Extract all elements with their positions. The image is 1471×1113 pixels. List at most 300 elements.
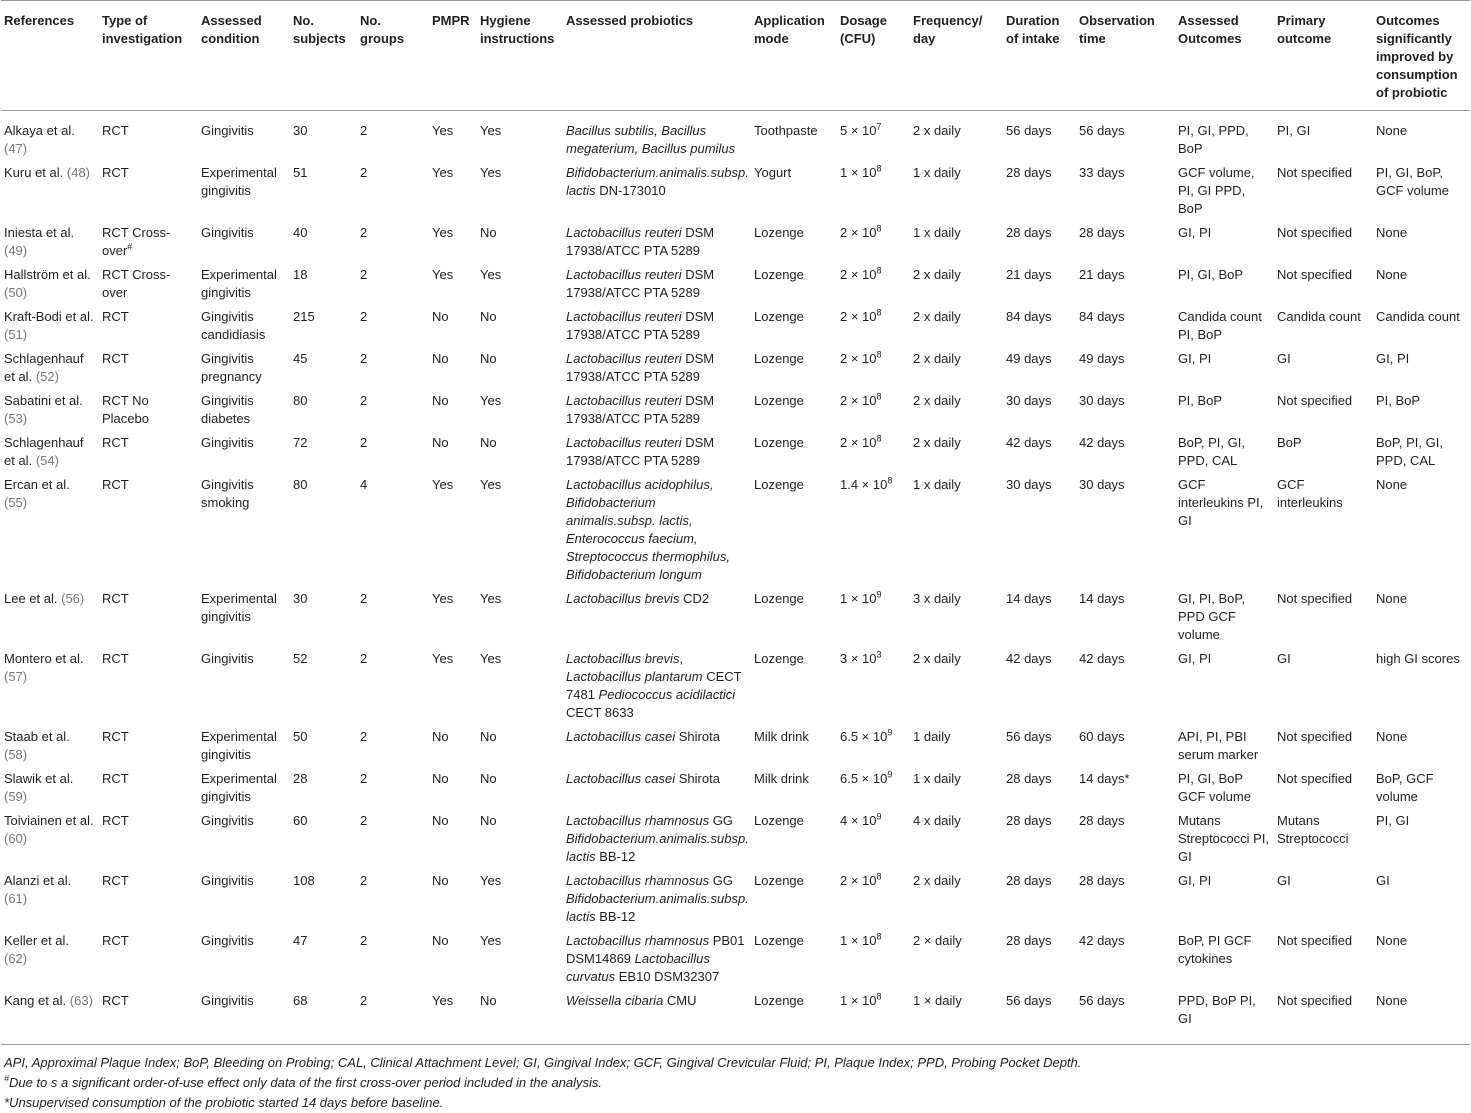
investigation-type: RCT <box>102 651 129 666</box>
reference-cell <box>1 930 99 990</box>
dosage-cell <box>837 870 910 930</box>
primary-outcome: GI <box>1277 651 1291 666</box>
primary-outcome: Not specified <box>1274 990 1373 1045</box>
duration-of-intake: 84 days <box>1006 309 1052 324</box>
table-row <box>1 432 1470 474</box>
probiotic-species-name: Lactobacillus rhamnosus <box>566 933 710 948</box>
frequency-per-day: 2 x daily <box>913 651 961 666</box>
reference-number: (47) <box>4 141 28 156</box>
dosage-coefficient: 6.5 × 10 <box>840 729 888 744</box>
investigation-type: RCT <box>102 933 129 948</box>
assessed-condition: Gingivitis diabetes <box>201 393 254 426</box>
dosage-cell <box>837 348 910 390</box>
assessed-condition: Gingivitis candidiasis <box>201 309 266 342</box>
primary-outcome: Mutans Streptococci <box>1277 813 1349 846</box>
reference-author: Keller et al. <box>4 933 70 948</box>
groups-count: 2 <box>360 435 368 450</box>
probiotic-species-name: Lactobacillus curvatus <box>566 951 710 984</box>
assessed-outcomes: Mutans Streptococci PI, GI <box>1178 813 1270 864</box>
probiotic-species-name: Lactobacillus brevis <box>566 591 680 606</box>
subjects-count: 51 <box>293 165 308 180</box>
probiotic-species-name: Lactobacillus reuteri <box>566 351 682 366</box>
subjects-count: 30 <box>293 123 308 138</box>
column-header: Assessed condition <box>198 1 290 111</box>
dosage-coefficient: 4 × 10 <box>840 813 877 828</box>
reference-number: (60) <box>4 831 28 846</box>
frequency-per-day: 1 x daily <box>913 477 961 492</box>
application-mode: Lozenge <box>754 309 804 324</box>
probiotic-species-name: Lactobacillus plantarum <box>566 669 703 684</box>
reference-cell <box>1 432 99 474</box>
reference-number: (54) <box>35 453 59 468</box>
observation-time: 60 days <box>1079 729 1125 744</box>
dosage-cell <box>837 588 910 648</box>
table-row <box>1 810 1470 870</box>
column-header: Hygiene instructions <box>477 1 563 111</box>
primary-outcome: Not specified <box>1277 225 1353 240</box>
dosage-cell <box>837 432 910 474</box>
probiotic-species-name: Weissella cibaria <box>566 993 664 1008</box>
frequency-per-day: 1 x daily <box>913 225 961 240</box>
dosage-exponent: 8 <box>876 223 882 234</box>
frequency-per-day: 1 daily <box>913 729 951 744</box>
duration-of-intake: 28 days <box>1006 771 1052 786</box>
assessed-outcomes: GI, PI <box>1178 873 1212 888</box>
dosage-exponent: 9 <box>876 811 882 822</box>
probiotic-strain-text: DSM 17938/ATCC PTA 5289 <box>566 267 715 300</box>
application-mode: Lozenge <box>754 225 804 240</box>
frequency-per-day: 2 x daily <box>913 873 961 888</box>
dosage-exponent: 8 <box>876 265 882 276</box>
probiotic-strain-text: DSM 17938/ATCC PTA 5289 <box>566 309 715 342</box>
table-row <box>1 390 1470 432</box>
pmpr-value: Yes <box>432 165 454 180</box>
assessed-probiotics-cell <box>563 264 751 306</box>
assessed-condition: Gingivitis <box>201 123 254 138</box>
probiotic-strain-text: DSM 17938/ATCC PTA 5289 <box>566 225 715 258</box>
reference-number: (59) <box>4 789 28 804</box>
assessed-probiotics-cell <box>563 726 751 768</box>
dosage-coefficient: 1 × 10 <box>840 933 877 948</box>
assessed-condition: Gingivitis <box>201 933 254 948</box>
probiotic-species-name: Lactobacillus reuteri <box>566 267 682 282</box>
dosage-cell <box>837 162 910 222</box>
reference-cell <box>1 222 99 264</box>
probiotic-strain-text: CECT 8633 <box>566 705 634 720</box>
assessed-probiotics-cell <box>563 222 751 264</box>
pmpr-value: Yes <box>429 990 477 1045</box>
significantly-improved-outcomes: None <box>1376 477 1408 492</box>
significantly-improved-outcomes: None <box>1376 729 1408 744</box>
hygiene-instructions-value: No <box>480 225 497 240</box>
probiotic-species-name: Lactobacillus reuteri <box>566 393 682 408</box>
table-row <box>1 162 1470 222</box>
assessed-probiotics-cell <box>563 390 751 432</box>
table-row <box>1 648 1470 726</box>
hygiene-instructions-value: Yes <box>480 873 502 888</box>
significantly-improved-outcomes: None <box>1376 933 1408 948</box>
assessed-probiotics-cell <box>563 810 751 870</box>
probiotic-species-name: Bifidobacterium.animalis.subsp. lactis <box>566 831 749 864</box>
reference-cell <box>1 990 99 1045</box>
assessed-condition: Gingivitis <box>201 225 254 240</box>
significantly-improved-outcomes: PI, GI <box>1376 813 1410 828</box>
pmpr-value: Yes <box>432 123 454 138</box>
primary-outcome: Candida count <box>1277 309 1361 324</box>
groups-count: 2 <box>360 393 368 408</box>
dosage-coefficient: 1 × 10 <box>840 591 877 606</box>
investigation-type-cell <box>99 390 198 432</box>
dosage-coefficient: 1 × 10 <box>840 165 877 180</box>
probiotic-species-name: Lactobacillus reuteri <box>566 309 682 324</box>
column-header: Assessed Outcomes <box>1175 1 1274 111</box>
primary-outcome: Not specified <box>1277 267 1353 282</box>
investigation-type-cell <box>99 870 198 930</box>
duration-of-intake: 28 days <box>1006 165 1052 180</box>
dosage-cell <box>837 930 910 990</box>
investigation-type-cell <box>99 768 198 810</box>
assessed-outcomes: PI, GI, BoP GCF volume <box>1178 771 1251 804</box>
subjects-count: 72 <box>293 435 308 450</box>
dosage-exponent: 8 <box>876 931 882 942</box>
significantly-improved-outcomes: high GI scores <box>1376 651 1460 666</box>
duration-of-intake: 56 days <box>1006 123 1052 138</box>
significantly-improved-outcomes: PI, BoP <box>1376 393 1421 408</box>
reference-cell <box>1 348 99 390</box>
investigation-type-cell <box>99 111 198 163</box>
reference-number: (62) <box>4 951 28 966</box>
assessed-probiotics-cell <box>563 588 751 648</box>
dosage-cell <box>837 768 910 810</box>
groups-count: 4 <box>360 477 368 492</box>
reference-cell <box>1 810 99 870</box>
investigation-type: RCT <box>102 591 129 606</box>
application-mode: Lozenge <box>754 591 804 606</box>
pmpr-value: No <box>432 771 449 786</box>
hygiene-instructions-value: No <box>480 729 497 744</box>
reference-cell <box>1 768 99 810</box>
subjects-count: 108 <box>293 873 315 888</box>
probiotic-strain-text: GG <box>709 873 733 888</box>
assessed-outcomes: GCF volume, PI, GI PPD, BoP <box>1178 165 1255 216</box>
probiotic-strain-text: DSM 17938/ATCC PTA 5289 <box>566 393 715 426</box>
duration-of-intake: 14 days <box>1006 591 1052 606</box>
frequency-per-day: 2 x daily <box>913 351 961 366</box>
application-mode: Lozenge <box>754 873 804 888</box>
groups-count: 2 <box>360 351 368 366</box>
assessed-probiotics-cell <box>563 111 751 163</box>
assessed-condition: Gingivitis <box>201 813 254 828</box>
investigation-type-cell <box>99 348 198 390</box>
reference-author: Montero et al. <box>4 651 84 666</box>
hygiene-instructions-value: No <box>480 351 497 366</box>
dosage-exponent: 8 <box>876 391 882 402</box>
reference-author: Kraft-Bodi et al. <box>4 309 94 324</box>
table-row <box>1 930 1470 990</box>
probiotic-species-name: Lactobacillus brevis <box>566 651 680 666</box>
investigation-type-cell <box>99 306 198 348</box>
dosage-exponent: 8 <box>876 871 882 882</box>
assessed-condition: Experimental gingivitis <box>201 591 277 624</box>
subjects-count: 45 <box>293 351 308 366</box>
reference-number: (50) <box>4 285 28 300</box>
dosage-coefficient: 1.4 × 10 <box>840 477 888 492</box>
probiotic-strain-text: CECT 7481 <box>566 669 742 702</box>
pmpr-value: Yes <box>432 267 454 282</box>
probiotic-strain-text: EB10 DSM32307 <box>615 969 720 984</box>
assessed-probiotics-cell <box>563 990 751 1045</box>
dosage-exponent: 8 <box>876 163 882 174</box>
observation-time: 84 days <box>1079 309 1125 324</box>
reference-author: Kang et al. <box>4 993 67 1008</box>
primary-outcome: Not specified <box>1277 933 1353 948</box>
pmpr-value: No <box>432 351 449 366</box>
assessed-condition: Gingivitis <box>198 990 290 1045</box>
duration-of-intake: 21 days <box>1006 267 1052 282</box>
dosage-exponent: 8 <box>876 991 882 1002</box>
reference-number: (48) <box>66 165 91 180</box>
probiotic-strain-text: DSM 17938/ATCC PTA 5289 <box>566 435 715 468</box>
probiotic-strain-text: , <box>679 651 684 666</box>
assessed-outcomes: GI, PI, BoP, PPD GCF volume <box>1178 591 1245 642</box>
reference-cell <box>1 870 99 930</box>
reference-author: Slawik et al. <box>4 771 74 786</box>
column-header: Application mode <box>751 1 837 111</box>
reference-author: Kuru et al. <box>4 165 64 180</box>
assessed-probiotics-cell <box>563 870 751 930</box>
dosage-coefficient: 2 × 10 <box>840 435 877 450</box>
investigation-type: RCT Cross-over <box>102 267 171 300</box>
investigation-type-cell <box>99 474 198 588</box>
assessed-outcomes: BoP, PI GCF cytokines <box>1178 933 1252 966</box>
investigation-type-cell <box>99 222 198 264</box>
dosage-cell <box>837 390 910 432</box>
subjects-count: 50 <box>293 729 308 744</box>
assessed-outcomes: Candida count PI, BoP <box>1178 309 1262 342</box>
column-header: Assessed probiotics <box>563 1 751 111</box>
application-mode: Lozenge <box>754 477 804 492</box>
reference-cell <box>1 306 99 348</box>
table-row <box>1 726 1470 768</box>
reference-cell <box>1 648 99 726</box>
dosage-exponent: 7 <box>876 121 882 132</box>
groups-count: 2 <box>360 225 368 240</box>
table-row <box>1 768 1470 810</box>
probiotic-strain-text: CMU <box>663 993 697 1008</box>
hash-mark: # <box>4 1073 10 1084</box>
probiotic-strain-text: GG <box>709 813 733 828</box>
dosage-cell <box>837 990 910 1045</box>
pmpr-value: No <box>432 435 449 450</box>
dosage-coefficient: 2 × 10 <box>840 309 877 324</box>
significantly-improved-outcomes: BoP, PI, GI, PPD, CAL <box>1376 435 1443 468</box>
column-header: No. subjects <box>290 1 357 111</box>
significantly-improved-outcomes: BoP, GCF volume <box>1376 771 1434 804</box>
subjects-count: 30 <box>293 591 308 606</box>
reference-author: Ercan et al. <box>4 477 70 492</box>
assessed-outcomes: PI, GI, BoP <box>1178 267 1244 282</box>
column-header: Observation time <box>1076 1 1175 111</box>
dosage-exponent: 8 <box>876 433 882 444</box>
dosage-exponent: 8 <box>887 475 893 486</box>
subjects-count: 47 <box>293 933 308 948</box>
groups-count: 2 <box>360 165 368 180</box>
pmpr-value: No <box>432 729 449 744</box>
assessed-outcomes: GI, PI <box>1178 651 1212 666</box>
dosage-exponent: 8 <box>876 307 882 318</box>
dosage-cell <box>837 474 910 588</box>
probiotic-species-name: Lactobacillus casei <box>566 771 676 786</box>
hygiene-instructions-value: Yes <box>480 165 502 180</box>
observation-time: 30 days <box>1079 477 1125 492</box>
duration-of-intake: 49 days <box>1006 351 1052 366</box>
assessed-outcomes: GI, PI <box>1178 351 1212 366</box>
significantly-improved-outcomes: None <box>1376 225 1408 240</box>
assessed-probiotics-cell <box>563 432 751 474</box>
table-body <box>1 111 1470 1045</box>
groups-count: 2 <box>357 990 429 1045</box>
primary-outcome: Not specified <box>1277 591 1353 606</box>
frequency-per-day: 1 x daily <box>913 165 961 180</box>
probiotic-strain-text: BB-12 <box>595 909 636 924</box>
assessed-condition: Experimental gingivitis <box>201 729 277 762</box>
assessed-outcomes: API, PI, PBI serum marker <box>1178 729 1259 762</box>
observation-time: 14 days <box>1079 591 1125 606</box>
hygiene-instructions-value: Yes <box>480 651 502 666</box>
reference-cell <box>1 726 99 768</box>
investigation-type: RCT No Placebo <box>102 393 149 426</box>
frequency-per-day: 1 × daily <box>910 990 1003 1045</box>
dosage-exponent: 9 <box>876 589 882 600</box>
subjects-count: 215 <box>293 309 315 324</box>
table-row <box>1 588 1470 648</box>
investigation-type-cell <box>99 588 198 648</box>
reference-cell <box>1 264 99 306</box>
investigation-type: RCT <box>102 993 129 1008</box>
primary-outcome: GI <box>1277 351 1291 366</box>
investigation-type: RCT <box>102 729 129 744</box>
table-row <box>1 264 1470 306</box>
reference-author: Hallström et al. <box>4 267 91 282</box>
investigation-type-footnote-mark: # <box>127 241 133 252</box>
significantly-improved-outcomes: GI, PI <box>1376 351 1410 366</box>
investigation-type-cell <box>99 990 198 1045</box>
assessed-condition: Gingivitis <box>201 873 254 888</box>
investigation-type-cell <box>99 648 198 726</box>
investigation-type-cell <box>99 930 198 990</box>
groups-count: 2 <box>360 591 368 606</box>
pmpr-value: Yes <box>432 591 454 606</box>
probiotic-species-name: Lactobacillus acidophilus, Bifidobacterium animalis.subsp. lactis, Enterococcus faecium, Streptococcus thermophilus, Bifidobacterium longum <box>566 477 731 582</box>
frequency-per-day: 2 x daily <box>913 393 961 408</box>
subjects-count: 80 <box>293 477 308 492</box>
observation-time: 21 days <box>1079 267 1125 282</box>
hygiene-instructions-value: Yes <box>480 591 502 606</box>
column-header: No. groups <box>357 1 429 111</box>
frequency-per-day: 2 x daily <box>913 123 961 138</box>
investigation-type: RCT <box>102 477 129 492</box>
assessed-condition: Experimental gingivitis <box>201 771 277 804</box>
significantly-improved-outcomes: None <box>1376 591 1408 606</box>
table-row <box>1 990 1470 1045</box>
application-mode: Milk drink <box>754 729 809 744</box>
duration-of-intake: 28 days <box>1006 813 1052 828</box>
investigation-type-cell <box>99 810 198 870</box>
dosage-coefficient: 2 × 10 <box>840 351 877 366</box>
application-mode: Lozenge <box>751 990 837 1045</box>
investigation-type: RCT <box>102 309 129 324</box>
reference-cell <box>1 162 99 222</box>
dosage-coefficient: 1 × 10 <box>840 993 877 1008</box>
duration-of-intake: 42 days <box>1006 651 1052 666</box>
probiotic-strain-text: CD2 <box>679 591 710 606</box>
assessed-probiotics-cell <box>563 162 751 222</box>
probiotic-strain-text: Shirota <box>675 729 720 744</box>
reference-author: Staab et al. <box>4 729 70 744</box>
pmpr-value: No <box>432 873 449 888</box>
table-row <box>1 306 1470 348</box>
footnote-hash-text: Due to s a significant order-of-use effect only data of the first cross-over period included in the analysis. <box>9 1075 603 1090</box>
investigation-type-cell <box>99 264 198 306</box>
studies-table <box>1 0 1470 1045</box>
hygiene-instructions-value: No <box>480 309 497 324</box>
frequency-per-day: 2 x daily <box>913 309 961 324</box>
reference-author: Schlagenhauf et al. <box>4 435 84 468</box>
investigation-type-cell <box>99 726 198 768</box>
column-header: Dosage (CFU) <box>837 1 910 111</box>
dosage-exponent: 3 <box>876 649 882 660</box>
observation-time: 28 days <box>1079 225 1125 240</box>
investigation-type-cell <box>99 432 198 474</box>
groups-count: 2 <box>360 771 368 786</box>
investigation-type: RCT <box>102 165 129 180</box>
frequency-per-day: 2 × daily <box>913 933 962 948</box>
investigation-type: RCT <box>102 771 129 786</box>
reference-author: Alkaya et al. <box>4 123 75 138</box>
duration-of-intake: 56 days <box>1003 990 1076 1045</box>
investigation-type: RCT Cross-over <box>102 225 171 258</box>
probiotic-species-name: Bifidobacterium.animalis.subsp. lactis <box>566 891 749 924</box>
pmpr-value: No <box>432 309 449 324</box>
pmpr-value: No <box>432 933 449 948</box>
investigation-type: RCT <box>102 873 129 888</box>
primary-outcome: Not specified <box>1277 393 1353 408</box>
primary-outcome: GCF interleukins <box>1277 477 1343 510</box>
dosage-coefficient: 2 × 10 <box>840 225 877 240</box>
application-mode: Lozenge <box>754 933 804 948</box>
primary-outcome: BoP <box>1277 435 1302 450</box>
pmpr-value: Yes <box>432 225 454 240</box>
column-header: Frequency/ day <box>910 1 1003 111</box>
duration-of-intake: 42 days <box>1006 435 1052 450</box>
observation-time: 56 days <box>1079 123 1125 138</box>
observation-time: 28 days <box>1079 873 1125 888</box>
subjects-count: 40 <box>293 225 308 240</box>
significantly-improved-outcomes: PI, GI, BoP, GCF volume <box>1376 165 1449 198</box>
column-header: Type of investigation <box>99 1 198 111</box>
assessed-outcomes: BoP, PI, GI, PPD, CAL <box>1178 435 1245 468</box>
significantly-improved-outcomes: Candida count <box>1376 309 1460 324</box>
reference-cell <box>1 474 99 588</box>
application-mode: Lozenge <box>754 435 804 450</box>
table-row <box>1 474 1470 588</box>
reference-number: (57) <box>4 669 28 684</box>
dosage-cell <box>837 264 910 306</box>
reference-author: Lee et al. <box>4 591 58 606</box>
table-footnotes <box>0 1053 1471 1113</box>
table-row <box>1 111 1470 163</box>
significantly-improved-outcomes: None <box>1373 990 1470 1045</box>
